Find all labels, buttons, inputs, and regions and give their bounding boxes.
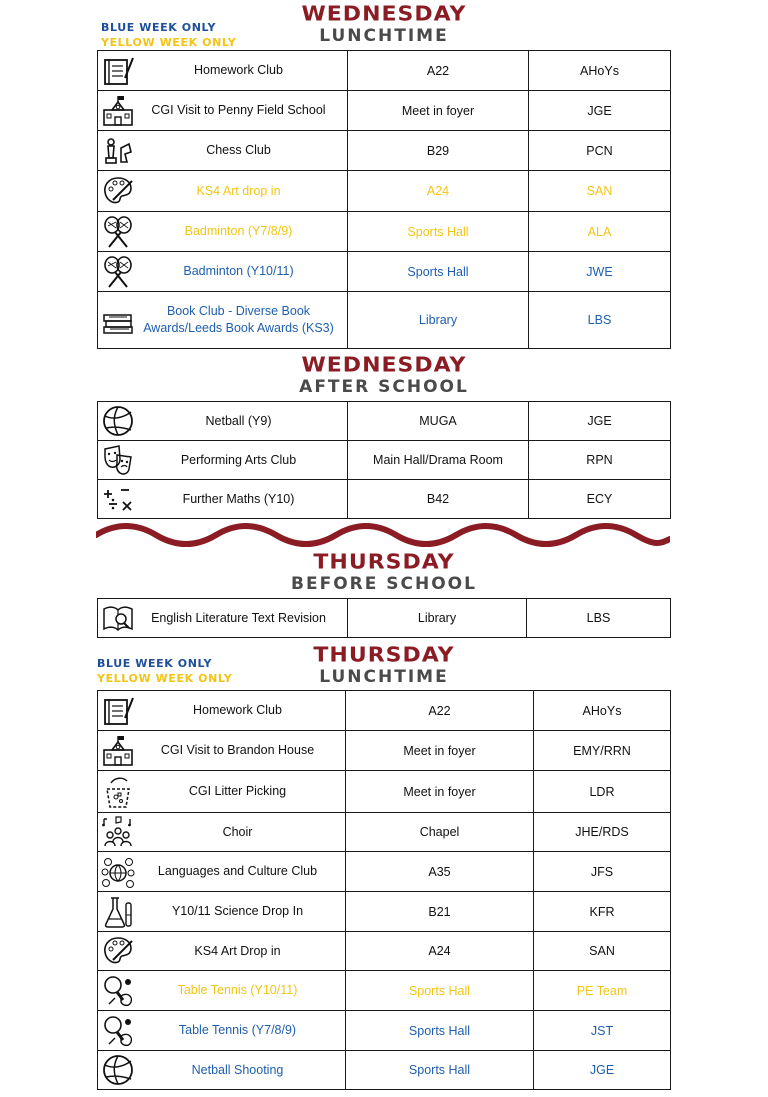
activity-name: Chess Club [206, 143, 271, 157]
activity-name: CGI Visit to Brandon House [160, 743, 315, 757]
activity-cell [98, 91, 348, 131]
section-title-wed-after [0, 355, 768, 397]
location-cell: Sports Hall [346, 1051, 534, 1090]
day-heading: WEDNESDAY [301, 354, 467, 378]
activity-cell [98, 441, 348, 480]
theatre-masks-icon [101, 443, 135, 477]
activity-name: Netball Shooting [191, 1062, 284, 1077]
staff-cell: AHoYs [529, 51, 671, 91]
staff-cell: PCN [529, 131, 671, 171]
activity-cell [98, 171, 348, 212]
activity-name: Y10/11 Science Drop In [171, 904, 304, 918]
location-cell: Sports Hall [346, 1011, 534, 1051]
schedule-table-wed-lunch [97, 50, 671, 349]
location-cell: A35 [346, 852, 534, 892]
section-title-thu-before [0, 552, 768, 594]
activity-cell [98, 771, 346, 813]
table-row [98, 402, 671, 441]
activity-cell [98, 1051, 346, 1090]
period-heading: AFTER SCHOOL [299, 377, 469, 397]
table-row [98, 932, 671, 971]
staff-cell: JWE [529, 252, 671, 292]
table-row [98, 1051, 671, 1090]
activity-cell [98, 1011, 346, 1051]
staff-cell: JGE [529, 91, 671, 131]
table-row [98, 731, 671, 771]
location-cell: B42 [348, 480, 529, 519]
table-row [98, 51, 671, 91]
activity-cell [98, 131, 348, 171]
books-icon [101, 303, 135, 337]
table-tennis-icon [101, 1014, 135, 1048]
activity-name: CGI Litter Picking [188, 784, 287, 798]
activity-name: Choir [222, 824, 253, 839]
activity-cell [98, 971, 346, 1011]
location-cell: Main Hall/Drama Room [348, 441, 529, 480]
activity-cell [98, 691, 346, 731]
activity-cell [98, 731, 346, 771]
location-cell: A24 [348, 171, 529, 212]
table-row [98, 171, 671, 212]
blue-week-label: BLUE WEEK ONLY [101, 21, 217, 34]
schedule-table-thu-lunch [97, 690, 671, 1090]
activity-cell [98, 402, 348, 441]
location-cell: A22 [348, 51, 529, 91]
blue-week-label: BLUE WEEK ONLY [97, 657, 213, 670]
yellow-week-label: YELLOW WEEK ONLY [101, 36, 237, 49]
section-title-thu-lunch [0, 645, 768, 687]
period-heading: LUNCHTIME [319, 667, 449, 687]
badminton-icon [101, 215, 135, 249]
table-row [98, 131, 671, 171]
location-cell: Meet in foyer [348, 91, 529, 131]
chess-icon [101, 134, 135, 168]
location-cell: Sports Hall [348, 212, 529, 252]
activity-name: Badminton (Y10/11) [183, 264, 294, 278]
volleyball-icon [101, 1053, 135, 1087]
period-heading: BEFORE SCHOOL [291, 574, 477, 594]
notebook-icon [101, 694, 135, 728]
location-cell: Meet in foyer [346, 771, 534, 813]
activity-name: Languages and Culture Club [157, 864, 318, 878]
activity-name: KS4 Art drop in [196, 183, 281, 198]
table-tennis-icon [101, 974, 135, 1008]
activity-cell [98, 212, 348, 252]
school-building-icon [101, 94, 135, 128]
staff-cell: SAN [534, 932, 671, 971]
staff-cell: EMY/RRN [534, 731, 671, 771]
period-heading: LUNCHTIME [319, 26, 449, 46]
activity-cell [98, 852, 346, 892]
table-row [98, 971, 671, 1011]
activity-cell [98, 252, 348, 292]
location-cell: B29 [348, 131, 529, 171]
notebook-icon [101, 54, 135, 88]
activity-name: CGI Visit to Penny Field School [151, 103, 326, 117]
section-title-wed-lunch [0, 4, 768, 46]
book-magnifier-icon [101, 601, 135, 635]
location-cell: A24 [346, 932, 534, 971]
day-heading: THURSDAY [313, 644, 455, 668]
activity-cell [98, 599, 348, 638]
table-row [98, 91, 671, 131]
table-row [98, 441, 671, 480]
staff-cell: SAN [529, 171, 671, 212]
choir-icon [101, 815, 135, 849]
activity-name: Table Tennis (Y10/11) [177, 983, 298, 997]
wave-divider [96, 519, 670, 551]
activity-name: English Literature Text Revision [151, 610, 326, 625]
table-row [98, 771, 671, 813]
location-cell: A22 [346, 691, 534, 731]
litter-bin-icon [101, 775, 135, 809]
activity-cell [98, 480, 348, 519]
activity-name: Book Club - Diverse Book Awards/Leeds Book Awards (KS3) [143, 304, 334, 335]
activity-name: Homework Club [193, 703, 282, 717]
activity-name: Badminton (Y7/8/9) [184, 224, 293, 238]
staff-cell: LBS [529, 292, 671, 349]
yellow-week-label: YELLOW WEEK ONLY [97, 672, 233, 685]
school-building-icon [101, 734, 135, 768]
activity-cell [98, 813, 346, 852]
art-palette-icon [101, 174, 135, 208]
science-flask-icon [101, 895, 135, 929]
staff-cell: JST [534, 1011, 671, 1051]
volleyball-icon [101, 404, 135, 438]
staff-cell: JGE [529, 402, 671, 441]
location-cell: Chapel [346, 813, 534, 852]
staff-cell: LDR [534, 771, 671, 813]
schedule-table-wed-after [97, 401, 671, 519]
table-row [98, 292, 671, 349]
activity-cell [98, 932, 346, 971]
activity-name: Further Maths (Y10) [182, 491, 295, 506]
location-cell: Sports Hall [346, 971, 534, 1011]
table-row [98, 691, 671, 731]
location-cell: Meet in foyer [346, 731, 534, 771]
location-cell: MUGA [348, 402, 529, 441]
table-row [98, 892, 671, 932]
activity-name: Homework Club [194, 63, 283, 77]
activity-cell [98, 892, 346, 932]
table-row [98, 252, 671, 292]
badminton-icon [101, 255, 135, 289]
schedule-table-thu-before [97, 598, 671, 638]
table-row [98, 813, 671, 852]
table-row [98, 852, 671, 892]
staff-cell: ECY [529, 480, 671, 519]
staff-cell: LBS [527, 599, 671, 638]
staff-cell: ALA [529, 212, 671, 252]
activity-name: KS4 Art Drop in [194, 943, 281, 958]
staff-cell: PE Team [534, 971, 671, 1011]
location-cell: Library [348, 599, 527, 638]
staff-cell: JGE [534, 1051, 671, 1090]
location-cell: B21 [346, 892, 534, 932]
staff-cell: KFR [534, 892, 671, 932]
math-symbols-icon [101, 482, 135, 516]
staff-cell: JHE/RDS [534, 813, 671, 852]
activity-cell [98, 51, 348, 91]
table-row [98, 480, 671, 519]
day-heading: THURSDAY [313, 551, 455, 575]
table-row [98, 1011, 671, 1051]
activity-name: Table Tennis (Y7/8/9) [178, 1023, 297, 1037]
day-heading: WEDNESDAY [301, 3, 467, 27]
languages-globe-icon [101, 855, 135, 889]
staff-cell: AHoYs [534, 691, 671, 731]
table-row [98, 212, 671, 252]
activity-name: Performing Arts Club [180, 452, 297, 467]
activity-cell [98, 292, 348, 349]
location-cell: Sports Hall [348, 252, 529, 292]
staff-cell: RPN [529, 441, 671, 480]
location-cell: Library [348, 292, 529, 349]
activity-name: Netball (Y9) [205, 413, 272, 428]
table-row [98, 599, 671, 638]
staff-cell: JFS [534, 852, 671, 892]
art-palette-icon [101, 934, 135, 968]
